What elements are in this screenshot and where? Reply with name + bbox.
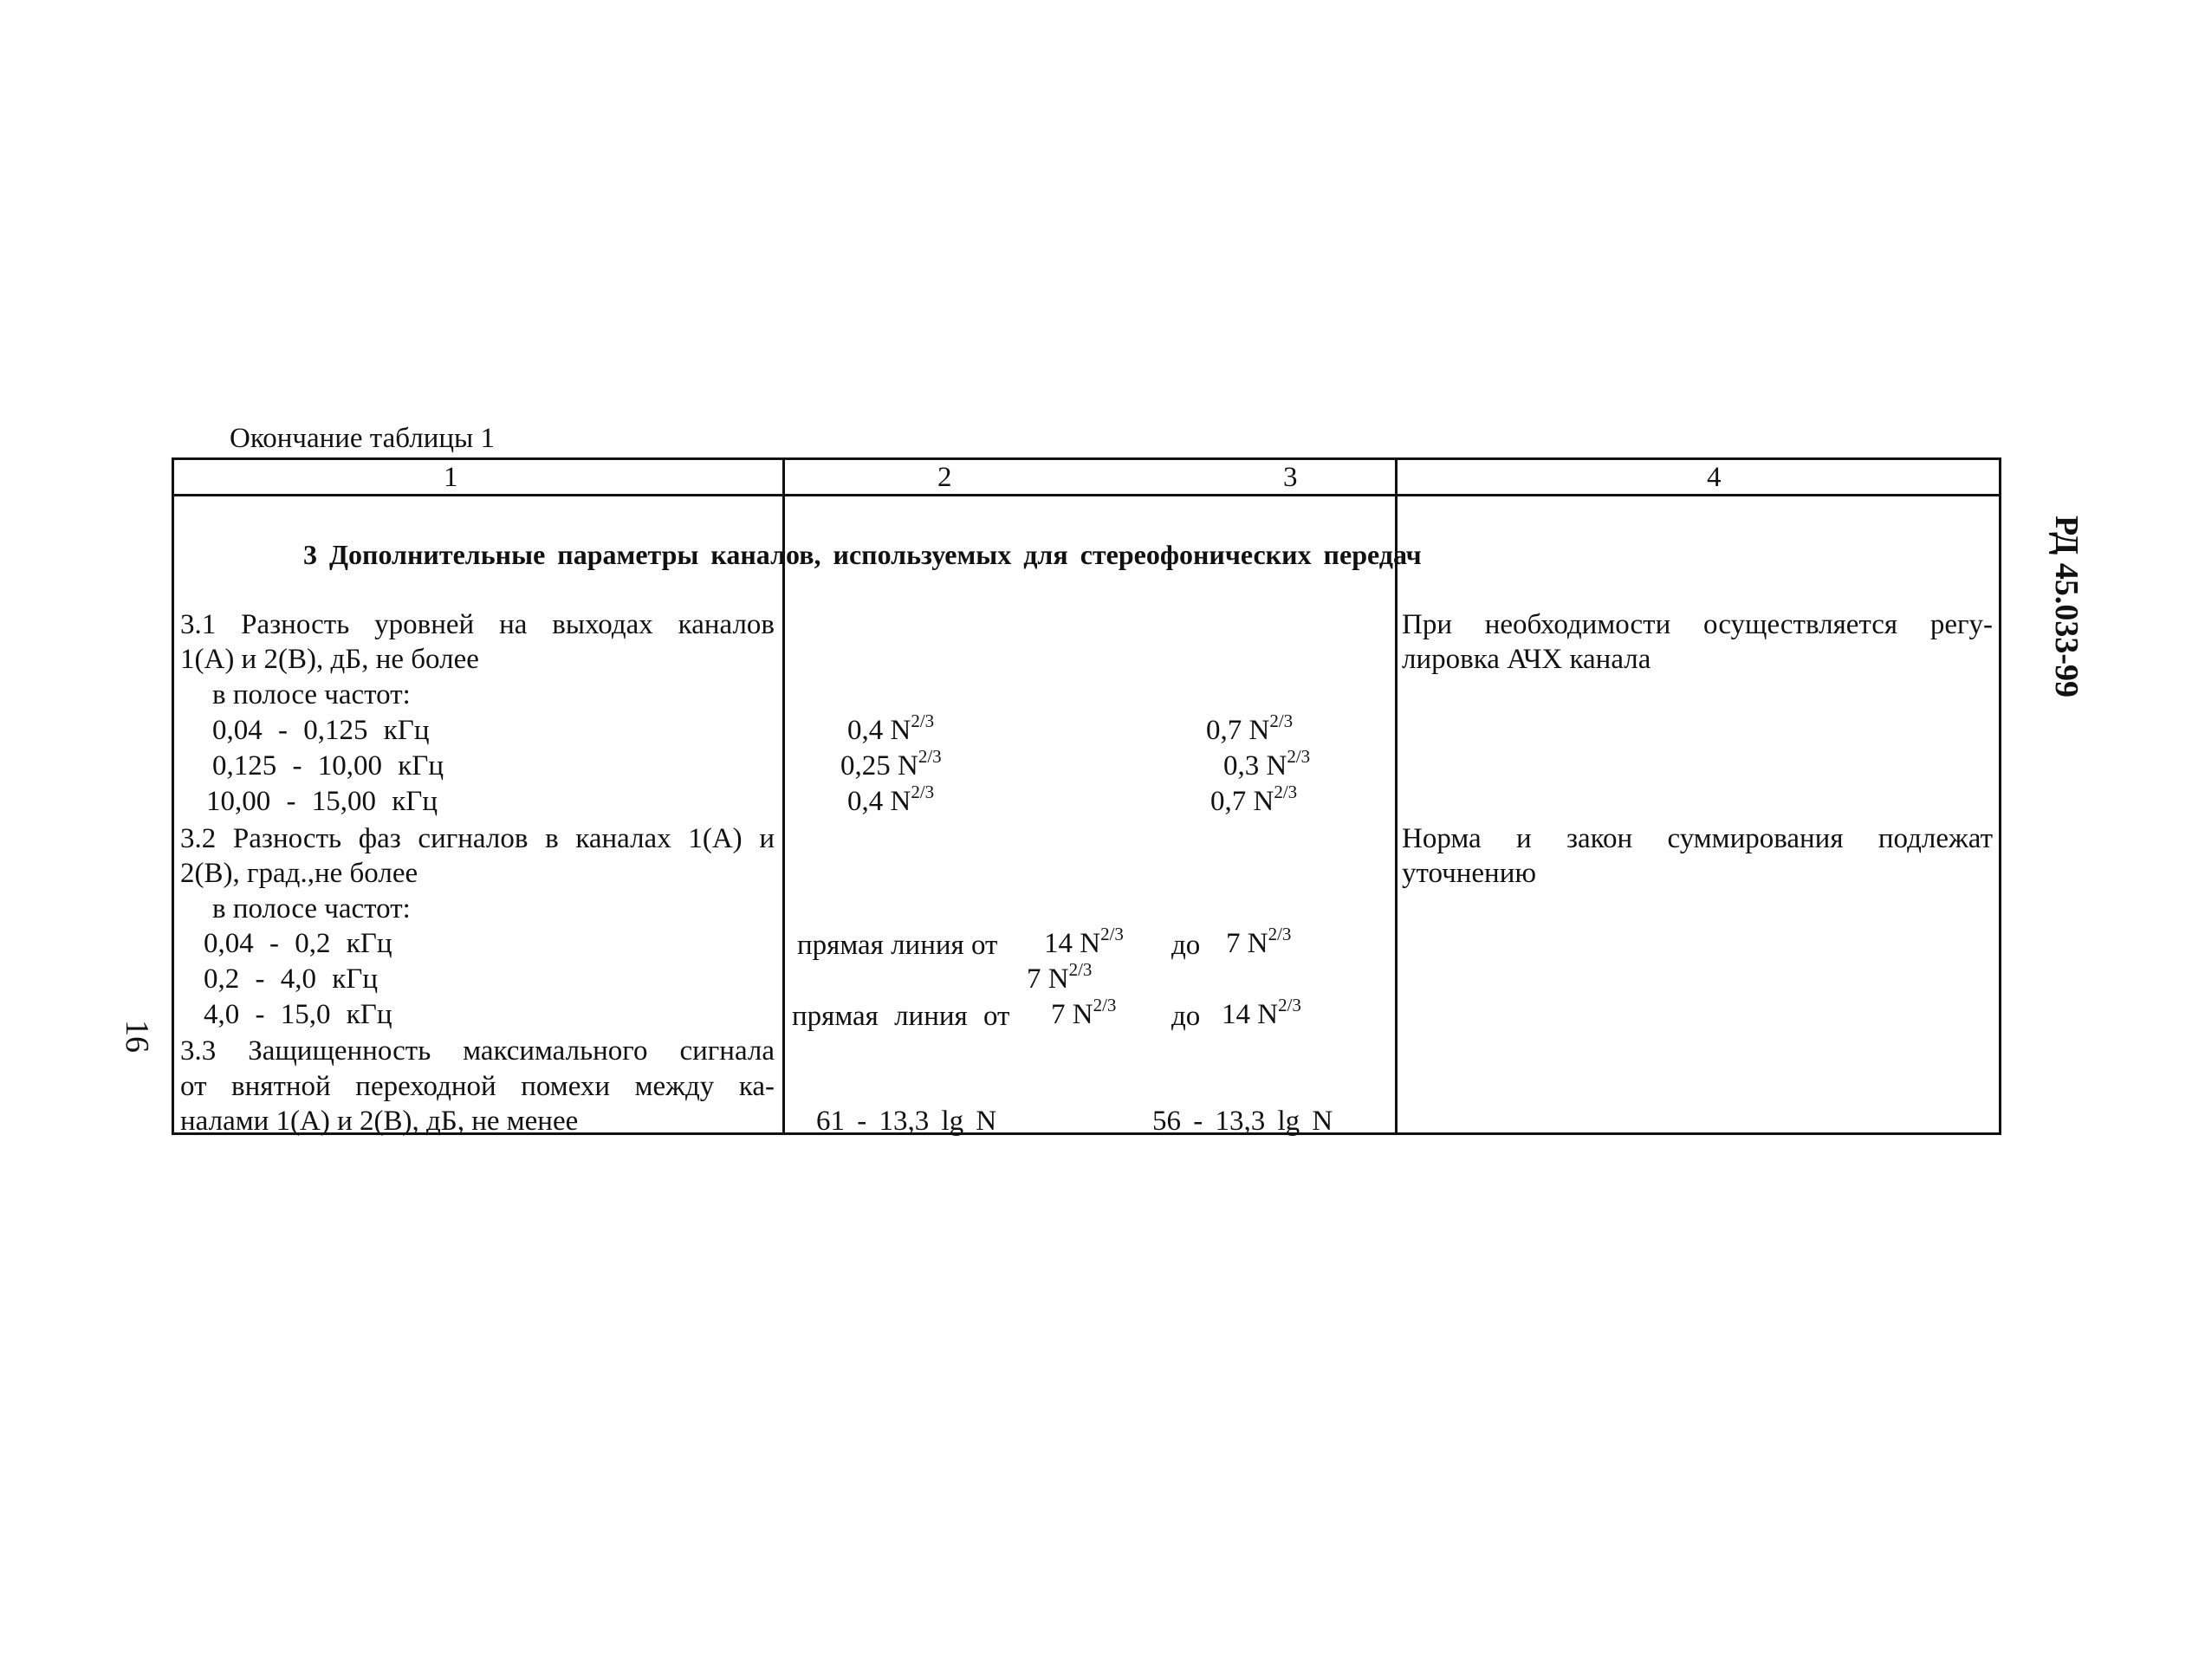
row-3-1-col2-value-2: 0,25 $N^{2/3}$ — [840, 746, 942, 782]
row-3-2-band-3-to: 14 $N^{2/3}$ — [1222, 995, 1301, 1030]
row-3-3-line-1: 3.3 Защищенность максимального сигнала — [180, 1035, 775, 1067]
row-3-2-band-3: 4,0 - 15,0 кГц — [204, 999, 392, 1030]
row-3-1-line-2: 1(А) и 2(В), дБ, не более — [180, 644, 479, 675]
row-3-1-band-2: 0,125 - 10,00 кГц — [212, 750, 444, 782]
row-3-2-band-1-to: 7 $N^{2/3}$ — [1226, 924, 1292, 959]
row-3-2-band-2-value: 7 $N^{2/3}$ — [1027, 959, 1093, 995]
row-3-1-note-line-2: лировка АЧХ канала — [1402, 644, 1651, 675]
row-3-3-col3: 56 - 13,3 lg N — [1152, 1106, 1333, 1137]
row-3-1-line-1: 3.1 Разность уровней на выходах каналов — [180, 609, 775, 640]
row-3-2-line-3: в полосе частот: — [212, 893, 411, 924]
row-3-3-line-2: от внятной переходной помехи между ка- — [180, 1071, 775, 1102]
row-3-3-col2: 61 - 13,3 lg N — [816, 1106, 997, 1137]
column-divider-1-lower — [782, 601, 785, 1135]
header-col-2: 2 — [937, 462, 952, 493]
header-bottom-rule — [172, 494, 2001, 496]
row-3-1-band-1: 0,04 - 0,125 кГц — [212, 715, 430, 746]
header-col-3: 3 — [1283, 462, 1298, 493]
row-3-2-note-line-1: Норма и закон суммирования подлежат — [1402, 823, 1993, 854]
row-3-2-band-3-to-label: до — [1171, 1001, 1201, 1032]
page-number: 16 — [119, 1020, 155, 1053]
row-3-1-col2-value-3: 0,4 $N^{2/3}$ — [847, 782, 935, 817]
row-3-1-note-line-1: При необходимости осуществляется регу- — [1402, 609, 1993, 640]
row-3-2-note-line-2: уточнению — [1402, 858, 1537, 889]
header-col-1: 1 — [444, 462, 458, 493]
row-3-2-band-1-prefix: прямая линия от — [797, 930, 998, 961]
row-3-1-line-3: в полосе частот: — [212, 679, 411, 710]
row-3-1-col2-value-1: 0,4 $N^{2/3}$ — [847, 710, 935, 746]
document-code: РД 45.033-99 — [2048, 516, 2085, 697]
section-title: 3 Дополнительные параметры каналов, используемых для стереофонических передач — [303, 539, 1422, 570]
row-3-2-band-1-from: 14 $N^{2/3}$ — [1044, 924, 1124, 959]
header-col-4: 4 — [1707, 462, 1722, 493]
row-3-2-band-3-from: 7 $N^{2/3}$ — [1051, 995, 1117, 1030]
header-top-rule — [172, 457, 2001, 460]
row-3-2-band-3-prefix: прямая линия от — [792, 1001, 1010, 1032]
row-3-2-band-1: 0,04 - 0,2 кГц — [204, 928, 392, 959]
row-3-2-band-1-to-label: до — [1171, 930, 1201, 961]
row-3-2-line-2: 2(В), град.,не более — [180, 858, 418, 889]
table-caption: Окончание таблицы 1 — [230, 423, 495, 454]
row-3-1-col3-value-2: 0,3 $N^{2/3}$ — [1223, 746, 1311, 782]
row-3-1-col3-value-1: 0,7 $N^{2/3}$ — [1206, 710, 1294, 746]
row-3-2-band-2: 0,2 - 4,0 кГц — [204, 963, 379, 995]
row-3-1-band-3: 10,00 - 15,00 кГц — [206, 786, 438, 817]
row-3-2-line-1: 3.2 Разность фаз сигналов в каналах 1(А) и — [180, 823, 775, 854]
row-3-3-line-3: налами 1(А) и 2(В), дБ, не менее — [180, 1106, 579, 1137]
row-3-1-col3-value-3: 0,7 $N^{2/3}$ — [1210, 782, 1298, 817]
